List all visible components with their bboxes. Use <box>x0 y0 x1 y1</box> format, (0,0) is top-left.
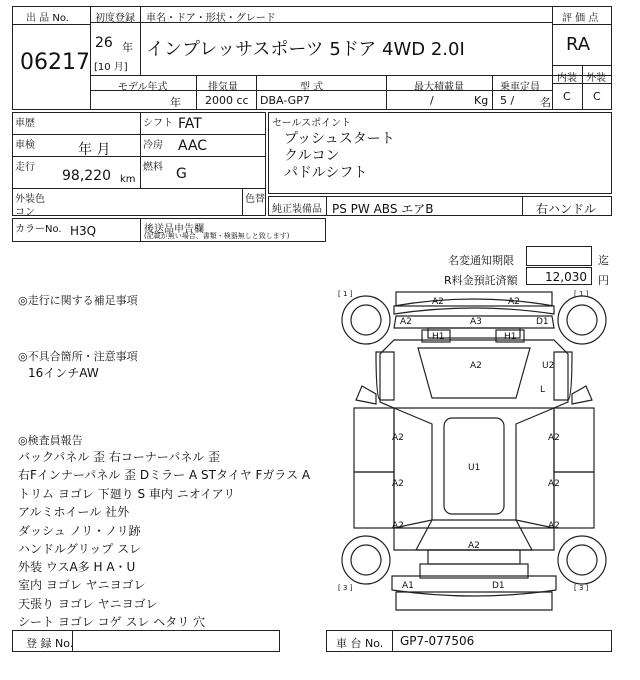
interior-grade: C <box>563 90 571 103</box>
sales-point: プッシュスタート <box>284 131 395 147</box>
recycle-unit: 円 <box>598 274 609 287</box>
ext-color-label: 外装色 <box>15 194 45 205</box>
inspector-line: アルミホイール 社外 <box>18 505 130 519</box>
defect-item: 16インチAW <box>28 366 99 380</box>
damage-mark: D1 <box>536 317 549 327</box>
driving-notes-title: ◎走行に関する補足事項 <box>18 294 138 307</box>
car-damage-diagram <box>336 288 612 624</box>
damage-mark: A2 <box>432 297 444 307</box>
corner-label-tl: [ 1 ] <box>338 290 353 298</box>
post-note: (記載が無い場合、書類・検器無しと致します) <box>144 232 290 240</box>
chassis-no: GP7-077506 <box>400 634 475 648</box>
damage-mark: H1 <box>432 332 445 342</box>
mileage: 98,220 <box>62 168 111 184</box>
damage-mark: L <box>540 385 546 395</box>
sales-point: クルコン <box>284 148 340 164</box>
wheel-rear-left-icon <box>342 536 390 584</box>
inspector-line: シート ヨゴレ コゲ スレ ヘタリ 穴 <box>18 615 206 629</box>
exterior-grade: C <box>593 90 601 103</box>
model-year-label: モデル年式 <box>118 82 168 93</box>
type-label: 型 式 <box>300 82 324 93</box>
recolor-label: 色替 <box>245 194 265 205</box>
inspector-line: 天張り ヨゴレ ヤニヨゴレ <box>18 597 158 611</box>
car-name-label: 車名・ドア・形状・グレード <box>146 13 276 24</box>
inspector-line: 室内 ヨゴレ ヤニヨゴレ <box>18 578 146 592</box>
damage-mark: A2 <box>508 297 520 307</box>
capacity-unit: 名 <box>540 96 551 109</box>
damage-mark: A2 <box>400 317 412 327</box>
damage-mark: A2 <box>548 479 560 489</box>
era-year: 26 <box>95 35 113 51</box>
score-label: 評 価 点 <box>562 13 599 24</box>
first-reg-month: [10 月] <box>94 62 128 73</box>
damage-mark: A1 <box>402 581 414 591</box>
sales-points-label: セールスポイント <box>272 118 352 129</box>
damage-mark: A2 <box>548 433 560 443</box>
mileage-unit: km <box>120 174 136 185</box>
recycle-fee: 12,030 <box>545 270 587 284</box>
inspector-line: ダッシュ ノリ・ノリ跡 <box>18 524 141 538</box>
damage-mark: D1 <box>492 581 505 591</box>
post-label: 後送品申告欄 <box>144 224 204 235</box>
inspector-line: バックパネル 歪 右コーナーパネル 歪 <box>18 450 221 464</box>
damage-mark: A3 <box>470 317 482 327</box>
name-change-label: 名変通知期限 <box>448 254 514 267</box>
inspector-title: ◎検査員報告 <box>18 434 83 447</box>
max-load-unit: Kg <box>474 94 489 107</box>
model-year-unit: 年 <box>170 96 181 109</box>
reg-no-label: 登 録 No. <box>26 637 74 650</box>
score: RA <box>566 34 591 55</box>
shift-label: シフト <box>143 118 173 129</box>
recycle-label: R料金預託済額 <box>444 274 518 287</box>
color-no-label: カラーNo. <box>15 224 62 235</box>
corner-label-br: [ 3 ] <box>574 584 589 592</box>
equip-label: 純正装備品 <box>272 204 322 215</box>
corner-label-bl: [ 3 ] <box>338 584 353 592</box>
wheel-rear-right-icon <box>558 536 606 584</box>
inspection-value: 年 月 <box>78 142 111 158</box>
defects-title: ◎不具合箇所・注意事項 <box>18 350 138 363</box>
fuel-label: 燃料 <box>143 162 163 173</box>
damage-mark: H1 <box>504 332 517 342</box>
ac: AAC <box>178 138 208 154</box>
inspection-label: 車検 <box>15 140 35 151</box>
interior-label: 内装 <box>557 73 577 84</box>
inspector-line: ハンドルグリップ スレ <box>18 542 142 556</box>
inspector-line: 外装 ウスA多 H A・U <box>18 560 136 574</box>
damage-mark: U2 <box>542 361 555 371</box>
damage-mark: A2 <box>468 541 480 551</box>
displacement-label: 排気量 <box>208 82 238 93</box>
steering: 右ハンドル <box>536 202 597 216</box>
details-left-block <box>12 112 266 216</box>
capacity: 5 / <box>500 94 515 107</box>
ac-label: 冷房 <box>143 140 163 151</box>
name-change-box <box>526 246 592 266</box>
damage-mark: A2 <box>392 521 404 531</box>
damage-mark: A2 <box>470 361 482 371</box>
damage-mark: A2 <box>548 521 560 531</box>
damage-mark: U1 <box>468 463 481 473</box>
history-label: 車歴 <box>15 118 35 129</box>
sales-point: パドルシフト <box>284 165 368 181</box>
type-value: DBA-GP7 <box>260 94 310 107</box>
shift: FAT <box>178 116 202 132</box>
lot-no: 06217 <box>20 50 90 75</box>
first-reg-label: 初度登録 <box>95 13 135 24</box>
fuel: G <box>176 166 187 182</box>
ext-color-value: コン <box>15 207 35 218</box>
inspector-line: 右Fインナーパネル 歪 Dミラー A STタイヤ Fガラス A <box>18 468 311 482</box>
car-name: インプレッサスポーツ 5ドア 4WD 2.0I <box>146 39 465 60</box>
corner-label-tr: [ 1 ] <box>574 290 589 298</box>
max-load: / <box>430 94 434 107</box>
mileage-label: 走行 <box>15 162 35 173</box>
inspector-line: トリム ヨゴレ 下廻り S 車内 ニオイアリ <box>18 487 236 501</box>
color-no: H3Q <box>70 224 97 238</box>
damage-mark: A2 <box>392 479 404 489</box>
lot-no-label: 出 品 No. <box>26 13 69 24</box>
displacement: 2000 cc <box>205 94 249 107</box>
chassis-label: 車 台 No. <box>336 637 384 650</box>
name-change-unit: 迄 <box>598 254 609 267</box>
max-load-label: 最大積載量 <box>414 82 464 93</box>
equipment: PS PW ABS エアB <box>332 202 434 216</box>
year-unit: 年 <box>122 41 133 54</box>
exterior-label: 外装 <box>586 73 606 84</box>
wheel-front-right-icon <box>558 296 606 344</box>
damage-mark: A2 <box>392 433 404 443</box>
capacity-label: 乗車定員 <box>500 82 540 93</box>
wheel-front-left-icon <box>342 296 390 344</box>
